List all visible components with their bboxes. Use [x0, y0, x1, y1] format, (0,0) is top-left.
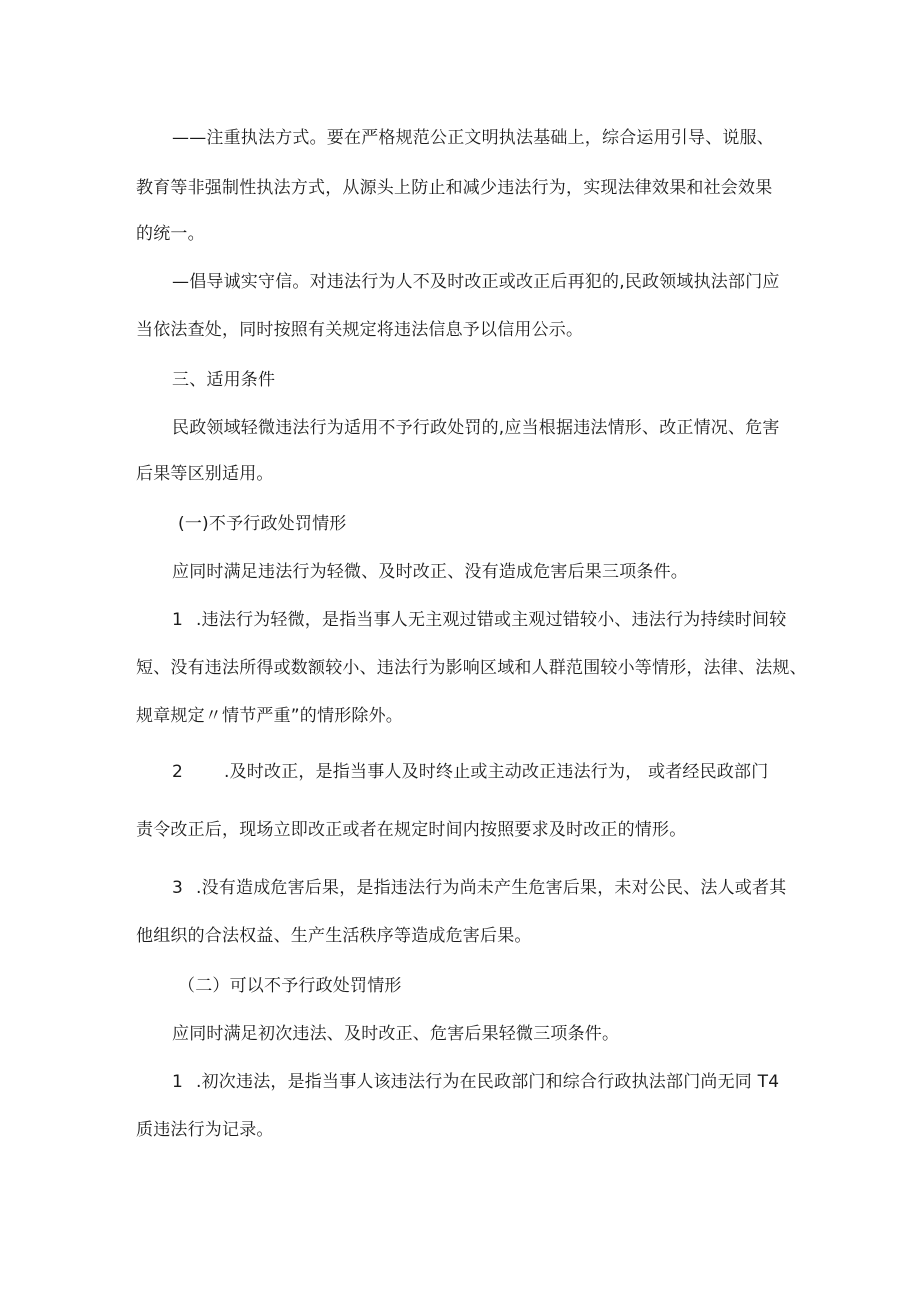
- list-number: 1: [172, 1072, 184, 1092]
- list-item-text: .违法行为轻微，是指当事人无主观过错或主观过错较小、违法行为持续时间较: [196, 610, 787, 630]
- paragraph-line: 的统一。: [136, 224, 205, 244]
- section-heading: 三、适用条件: [172, 370, 276, 390]
- paragraph-line: —倡导诚实守信。对违法行为人不及时改正或改正后再犯的,民政领域执法部门应: [172, 272, 780, 292]
- paragraph-line: 后果等区别适用。: [136, 464, 274, 484]
- list-item-text: .及时改正，是指当事人及时终止或主动改正违法行为， 或者经民政部门: [224, 762, 769, 782]
- paragraph-line: 规章规定〃情节严重”的情形除外。: [136, 706, 404, 726]
- paragraph-line: 应同时满足违法行为轻微、及时改正、没有造成危害后果三项条件。: [172, 562, 688, 582]
- list-item-line: [172, 608, 832, 632]
- list-number: 1: [172, 610, 184, 630]
- paragraph-line: 应同时满足初次违法、及时改正、危害后果轻微三项条件。: [172, 1024, 620, 1044]
- list-number: 2: [172, 762, 184, 782]
- paragraph-line: 责令改正后，现场立即改正或者在规定时间内按照要求及时改正的情形。: [136, 820, 687, 840]
- list-number: 3: [172, 878, 184, 898]
- list-item-line: [172, 1070, 832, 1094]
- paragraph-line: ——注重执法方式。要在严格规范公正文明执法基础上，综合运用引导、说服、: [172, 128, 774, 148]
- list-item-text: .初次违法，是指当事人该违法行为在民政部门和综合行政执法部门尚无同 T4: [196, 1072, 780, 1092]
- paragraph-line: 他组织的合法权益、生产生活秩序等造成危害后果。: [136, 926, 532, 946]
- paragraph-line: 民政领域轻微违法行为适用不予行政处罚的,应当根据违法情形、改正情况、危害: [172, 418, 780, 438]
- subsection-heading: （二）可以不予行政处罚情形: [178, 976, 402, 996]
- paragraph-line: 教育等非强制性执法方式，从源头上防止和减少违法行为，实现法律效果和社会效果: [136, 178, 773, 198]
- list-item-text: .没有造成危害后果，是指违法行为尚未产生危害后果，未对公民、法人或者其: [196, 878, 787, 898]
- subsection-heading: (一)不予行政处罚情形: [178, 514, 347, 534]
- list-item-line: [172, 876, 832, 900]
- list-item-line: [172, 760, 832, 784]
- paragraph-line: 质违法行为记录。: [136, 1120, 274, 1140]
- paragraph-line: 短、没有违法所得或数额较小、违法行为影响区域和人群范围较小等情形，法律、法规、: [136, 658, 807, 678]
- paragraph-line: 当依法查处，同时按照有关规定将违法信息予以信用公示。: [136, 320, 584, 340]
